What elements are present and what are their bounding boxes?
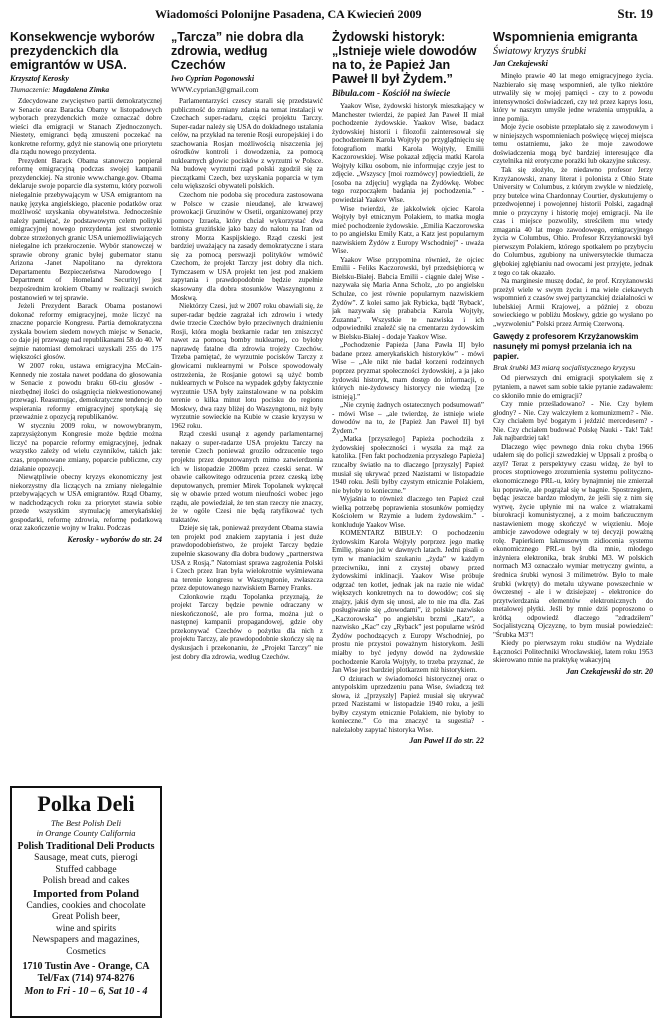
publication-title: Wiadomości Polonijne Pasadena, CA Kwiecień 2009 bbox=[155, 7, 422, 21]
ad-item: Polish bread and cakes bbox=[42, 876, 130, 886]
paragraph: Moje życie osobiste przeplatało się z zawodowym i w niniejszych wspomnieniach poświęcę więcej miejsca temu ostatniemu, jako że moje zawodowe doświadczenia mogą być bardziej interesujące dla czytelnika niż erotyczne porażki lub okazyjne sukcesy. bbox=[493, 123, 653, 166]
column-4 bbox=[493, 30, 653, 1020]
article-title: Żydowski historyk: „Istnieje wiele dowodów na to, że Papież Jan Paweł II był Żydem.” bbox=[332, 30, 477, 86]
article-source: Bibula.com - Kościół na świecie bbox=[332, 88, 451, 98]
paragraph: Czechom nie podoba się procedura zastosowana w Polsce w czasie nieudanej, ale krwawej prowokacji Gruzinów w Osetii, organizowanej przy pomocy Izraela, który chciał wykorzystać dwa lotnista gruzińskie jako bazy do nalotu na Iran od strony Morza Kaspijskiego. Rząd czeski jest bardziej uważający na zasady demokratyczne i stara się za pomocą perswazji polityków wmówić Czechom, że projekt Tarczy jest dobry dla nich. Tymczasem w USA projekt ten jest pod znakiem zapytania i prawdopodobnie będzie zupełnie skasowany dla dobra stosunków Waszyngtonu z Moskwą. bbox=[171, 191, 323, 302]
article-author: Krzysztof Kerosky bbox=[10, 74, 69, 83]
article-title: Konsekwencje wyborów prezydenckich dla emigrantów w USA. bbox=[10, 30, 155, 72]
polka-deli-ad bbox=[10, 786, 162, 1018]
ad-item: Candies, cookies and chocolate bbox=[26, 900, 146, 911]
paragraph: Wyjaśnia to również dlaczego ten Papież czuł wielką potrzebę poprawienia stosunków pomiędzy Kościołem w Rzymie a ludem żydowskim.” - konkluduje Yaakov Wise. bbox=[332, 495, 484, 529]
paragraph: W 2007 roku, ustawa emigracyjna McCain-Kennedy nie została nawet poddana do głosowania w Senacie z powodu braku 60-ciu głosów - niezbędnej ilości do osiągnięcia niekwestionowanej przewagi. Reasumując, demokratyczne tendencje do wspierania reformy emigracyjnej spotykają się przeważnie z opozycją republikanów. bbox=[10, 361, 162, 422]
ad-hours: Mon to Fri - 10 – 6, Sat 10 - 4 bbox=[24, 986, 148, 997]
ad-item: Cosmetics bbox=[66, 946, 106, 957]
paragraph: Rząd czeski usunął z agendy parlamentarnej nakazy o super-radarze USA projektu Tarczy na terenie Czech ponieważ groziło odrzucenie tego projektu przez deputowanych mimo zatwierdzenia ich w listopadzie 2008m przez czeski senat. W obawie całkowitego odrzucenia przez czeską izbę deputowanych, premier Mirek Topolanek wykręcał się w obawie przed wotum nieufności wobec jego rządu, ale powiedział, że ten stan rzeczy nie znaczy, że w ogóle Czesi nie będą ratyfikować tych traktatów. bbox=[171, 430, 323, 524]
paragraph: Dlaczego więc pewnego dnia roku chyba 1966 udałem się do policji szwedzkiej w Uppsali z prośbą o azyl? Teraz z perspektywy czasu widzę, że był to proces stopniowego zrozumienia systemu polityczno-ekonomicznego PRL-u, który bynajmniej nie zmierzał ku poprawie, ale pogrążał się w bagnie. Spostrzegłem, będąc jeszcze bardzo młodym, że jeśli się z nim się wyrwę, życie upłynie mi na walce z wiatrakami biurokracji komunistycznej, a z moim bańczucznym nastawieniem mogę skończyć w więzieniu. Moje ambicje zawodowe odegrały w tej decyzji poważną rolę. Papierkiem lakmusowym zidiocenia systemu ekonomicznego PRL-u był dla mnie, młodego inżyniera elektronika, brak śrubki M3. W polskich normach M3 oznaczało wymiar metryczny gwintu, a średnica śrubki wynosi 3 milimetrów. Było to małe śrubki (wkręty) do metalu używane powszechnie w ówczesnej - ale i w dzisiejszej - elektronice do przytwierdzania elementów elektronicznych do metalowej płytki. Jeśli by mnie dziś poproszono o krótką odpowiedź dlaczego "zdradziłem" Socjalistyczną Ojczyznę, to bym musiał powiedzieć: "Śrubka M3"! bbox=[493, 442, 653, 639]
paragraph: Kiedy po pierwszym roku studiów na Wydziale Łączności Politechniki Wrocławskiej, latem roku 1953 skierowano mnie na praktykę wakacyjną bbox=[493, 639, 653, 665]
ad-item: Sausage, meat cuts, pierogi bbox=[34, 853, 138, 863]
column-2 bbox=[171, 30, 323, 1020]
article-author: Jan Czekajewski bbox=[493, 59, 548, 68]
article-subtitle: Światowy kryzys śrubki bbox=[493, 46, 587, 57]
paragraph: Yaakov Wise przypomina również, że ojciec Emilii - Feliks Kaczorowski, był przedsiębiorcą w Bielsku-Białej. Babcia Emilii - ciągnie dalej Wise - nazywała się Maria Anna Scholz, „to po angielsku Schulze, co jest równie popularnym nazwiskiem Żydów”. Z kolei samo jak Rybicka, bądź 'Ryback', jak nazywała się prababcia Karola Wojtyły, Zuzanna”. Wszystkie te nazwiska i ich odpowiedniki znaleźć się na cmentarzu żydowskim w Bielsku-Białej - dodaje Yaakov Wise. bbox=[332, 255, 484, 341]
continued-note: Jan Paweł II do str. 22 bbox=[409, 736, 484, 746]
article-author: Iwo Cyprian Pogonowski bbox=[171, 74, 255, 83]
translator-credit bbox=[10, 85, 162, 94]
paragraph: Jeżeli Prezydent Barack Obama postanowi dokonać reformy emigracyjnej, może liczyć na znaczne poparcie Kongresu. Partia demokratyczna zyskała bowiem siedem nowych miejsc w Senacie, co daje jej przewagę nad republikanami 58 do 40. W sejmie natomiast demokraci uzyskali 255 do 175 większości głosów. bbox=[10, 302, 162, 362]
ad-address: 1710 Tustin Ave - Orange, CA bbox=[22, 961, 150, 972]
section-subhead-italic: Brak śrubki M3 miarą socjalistycznego kryzysu bbox=[493, 363, 636, 373]
paragraph: Tak się złożyło, że niedawno profesor Jerzy Krzyżanowski, znany literat i polonista z Ohio State University w Columbus, z którym zwykle w niedzielę, przy butelce wina Chardonnay Courtier, dyskutujemy o przedwojennej i powojennej historii Polski, zagadnął mnie o przyczyny i historię mojej emigracji. Na ile czas i miejsce pozwoliły, streściłem mu wtedy zmagania 40 lat mego zawodowego, emigracyjnego życia w Columbus, Ohio. Profesor Krzyżanowski był pierwszym Polakiem, którego spotkałem po przybyciu do Columbus, zgubiony na uniwersyteckie tłumacza głębokiej zgłębianiu nad owocami jest przyjęte, jednak z tego co tak okazało. bbox=[493, 166, 653, 277]
paragraph: Od pierwszych dni emigracji spotykałem się z pytaniem, a nawet sam sobie takie pytanie zadawałem: co skłoniło mnie do emigracji? bbox=[493, 374, 653, 400]
ad-item: Newspapers and magazines, bbox=[32, 935, 140, 945]
ad-item: Great Polish beer, bbox=[52, 912, 120, 922]
masthead bbox=[10, 6, 653, 24]
paragraph: „Pochodzenie Papieża [Jana Pawła II] było badane przez amerykańskich historyków” - mówi Wise – „Ale nikt nie badał korzeni rodzinnych poprzez pryzmat społeczności żydowskiej, a ja jako żydowski historyk, mam dostęp do informacji, o których nie-żydowscy historycy nie wiedzą [ze istnieją].” bbox=[332, 341, 484, 401]
paragraph: KOMENTARZ BIBUŁY: O pochodzeniu żydowskim Karola Wojtyły porprzez jego matkę Emilię, pisano już w dawnych latach. Jedni pisali o tym w maniackim szukaniu „żyda” w każdym przeciwniku, inni z czystej obawy przed żydowskimi inklinacji. Yaakov Wise próbuje odgrzać ten kotlet, jednak jak na razie nie widać większych konkretnych na to dowodów; coś się znajzy, jakiś dym się unosi, ale to nie ma dla. Zaś posługiwanie się „dowodami”, iż polskie nazwisko „Kaczorowska” po angielsku brzmi „Katz”, a nazwisko „Kac” czy „Ryback” jest popularne wśród Żydów pochodzących z Europy Wschodniej, po prostu nie przystoi poważnym historykom. Jeśli miałby to być jedyny dowód na żydowskie pochodzenie Karola Wojtyły, to trzeba przyznać, że Jan Wise jest bardziej plotkarzem niż historykiem. bbox=[332, 529, 484, 675]
paragraph: Yaakov Wise, żydowski historyk mieszkający w Manchester twierdzi, że papież Jan Paweł II miał pochodzenie żydowskie. Yaakov Wise, badacz żydowskiej historii i filozofii zainteresował się pochodzeniem Karola Wojtyły po przyglądnięciu się fotografiom matki Karola Wojtyły, Emilii Kaczorowskiej. Wise pokazał zdjęcia matki Karola Wojtyły kilku osobom, nie informując czyje jest to zdjęcie. „Wszyscy [moi rozmówcy] powiedzieli, że [osoba na zdjęciu] wygląda na Żydówkę. Wobec tego rozpocząłem badania jej pochodzenia.” - powiedział Yaakov Wise. bbox=[332, 102, 484, 205]
translator-name: Magdalena Zimka bbox=[52, 85, 110, 94]
paragraph: Członkowie rządu Topolanka przyznają, że projekt Tarczy będzie pewnie odraczany w nieskończoność, ale pro forma, można już o następnej kampanii propagandowej, gdzie oby przekonywać Czechów o pożytku dla nich z projektu Tarczy, ale prawdopodobnie skończy się na dyskusjach i przekonaniu, że „Projekt Tarczy” nie jest dobry dla zdrowia, według Czechów. bbox=[171, 592, 323, 661]
ad-item: wine and spirits bbox=[55, 923, 117, 934]
ad-tagline: in Orange County California bbox=[36, 828, 136, 838]
translator-label: Tłumaczenie: bbox=[10, 85, 53, 94]
continued-note: Kerosky - wyborów do str. 24 bbox=[67, 534, 162, 544]
ad-products-header: Polish Traditional Deli Products bbox=[17, 841, 155, 852]
paragraph: Prezydent Barack Obama stanowczo popierał reformę emigracyjną podczas swojej kampanii prezydenckiej. Na stronie www.change.gov. Obama deklaruje swoje poparcie dla systemu, który pozwoli nielegalnie przebywającym w USA emigrantom na naukę języka angielskiego, płacenie podatków oraz możliwość uzyskania obywatelstwa. Jednocześnie należy pamiętać, że podstawowym celem polityki emigracyjnej nowego prezydenta jest stworzenie dobrze strzeżonych granic USA uniemożliwiających nielegalne ich przekroczenie. Wybór stanowczej w sprawie obrony granic byłej gubernator stanu Arizona -Janet Napolitano na dyrektora Departamentu Bezpieczeństwa Narodowego [ Department of Homeland Security] jest bezpośrednim krokiem Obamy w realizacji swoich postanowień w tej sprawie. bbox=[10, 156, 162, 302]
ad-phone: Tel/Fax (714) 974-8276 bbox=[37, 973, 135, 984]
article-columns bbox=[10, 30, 653, 1020]
paragraph: W styczniu 2009 roku, w nowowybranym, zaprzysiężonym Kongresie może będzie można liczyć na poparcie reformy emigracyjnej, jednak wszystko zależy od wielu czynników, takich jak: czas, proponowane zmiany, poparcie publiczne, czy działanie opozycji. bbox=[10, 421, 162, 473]
paragraph: Wise twierdzi, że jakkolwiek ojciec Karola Wojtyły był etnicznym Polakiem, to matka mogła mieć pochodzenie żydowskie. „Emilia Kaczorowska to po angielsku Emily Katz, a Katz jest popularnym nazwiskiem Żydów z Europy Wschodniej” - uważa Wise. bbox=[332, 204, 484, 256]
article-title: Wspomnienia emigranta bbox=[493, 30, 638, 44]
author-email: WWW.cyprian3@gmail.com bbox=[171, 85, 259, 94]
paragraph: „Matka [przyszłego] Papieża pochodziła z żydowskiej społeczności i wyszła za mąż za katolika. [Fen fakt pochodzenia przyszłego Papieża] rzucałby światło na to dlaczego [przyszły] Papież musiał się ukrywać przed Nazistami w listopadzie 1940 roku. Jeśli byłby czystym etnicznie Polakiem, nie byłoby to konieczne.” bbox=[332, 435, 484, 495]
paragraph: Niektórzy Czesi, już w 2007 roku obawiali się, że super-radar będzie zagrażał ich zdrowiu i wtedy dwie trzecie Czechów było przeciwnych drażnieniu Rosji, która mogła bezkarnie radar ten zniszczyć nawet za pomocą bomby nuklearnej, co byłoby naprawdę fatalne dla zdrowia trojeży Czechów. Trzeba pamiętać, że wyrzutnie pocisków Tarczy z głowicami nuklearnymi w Polsce spowodowały ostrzeżenia, że Rosjanie gotowi są użyć bomb nuklearnych w Polsce na wypadek gdyby faktycznie wyrzutnie USA były zainstalowane w na polskim terenie o kilka minut lotu pocisku do regionu Moskwy, dwa razy bliżej do Waszyngtonu, niż były wyrzutnie sowieckie na Kubie w czasie kryzysu w 1962 roku. bbox=[171, 302, 323, 430]
article-title: „Tarcza” nie dobra dla zdrowia, według Czechów bbox=[171, 30, 304, 72]
paragraph: Parlamentarzyści czescy starali się przedstawić publiczność do zmiany zdania na temat instalacji w Czechach super-radaru, części projektu Tarczy. Super-radar należy się USA do dokładnego ustalania celów, na przykład na terenie Rosji europejskiej i do szachowania Rosjan możliwością niszczenia jej ośrodków kontroli i dowodzenia, za pomocą nuklearnych głowic pocisków z wyrzutni w Polsce. Na budowę wyrzutni rząd polski zgodził się za pieczątkami Czech, bez uzyskania poparcia w tym celu większości obywateli polskich. bbox=[171, 97, 323, 191]
paragraph: Niewątpliwie obecny kryzys ekonomiczny jest niekorzystny dla liczących na zmiany nielegalnie przebywających w USA emigrantów. Rząd Obamy, w nadchodzących roku za priorytet stawia sobie przede wszystkim stymulację amerykańskiej gospodarki, reformę zdrowia, reformę podatkową oraz zakończenie wojny w Iraku. Podczas bbox=[10, 473, 162, 533]
column-3 bbox=[332, 30, 484, 1020]
page-number: Str. 19 bbox=[617, 6, 653, 21]
ad-imported-header: Imported from Poland bbox=[32, 887, 140, 900]
paragraph: Zdecydowane zwycięstwo partii demokratycznej w Senacie oraz Baracka Obamy w listopadowych wyborach prezydenckich może oznaczać dobre wieści dla emigracji w Stanach Zjednoczonych. Niestety, emigranci będą zmuszeni poczekać na konkretne reformy, gdyż nie stanowią one priorytetu dla rządu nowego prezydenta. bbox=[10, 97, 162, 157]
paragraph: Dzieje się tak, ponieważ prezydent Obama stawia ten projekt pod znakiem zapytania i jest duże prawdopodobieństwo, że projekt Tarczy będzie zupełnie skasowany dla dobra budowy „partnerstwa USA z Rosją.” Natomiast sprawa zagrożenia Polski i Czech przez Iran była wielokrotnie wyśmiewana na terenie kongresu w Waszyngtonie, zwłaszcza przez deputowanego nazwiskiem Barney Franks. bbox=[171, 524, 323, 593]
paragraph: Na marginesie muszę dodać, że prof. Krzyżanowski przeżył wiele w swym życiu i ma wiele ciekawych wspomnień z czasów swej partyzanckiej działalności w lubelskiej Armii Krajowej, a później z obozu sowieckiego w pobliżu Moskwy, gdzie go wysłano po „wyzwoleniu” Polski przez Armię Czerwoną. bbox=[493, 277, 653, 328]
paragraph: „Nie czynię żadnych ostatecznych podsumowań” - mówi Wise – „ale twierdzę, że istnieje wiele dowodów na to, że [Papież Jan Paweł II] był Żydem.” bbox=[332, 401, 484, 435]
ad-item: Stuffed cabbage bbox=[55, 864, 117, 875]
section-subhead: Gawędy z profesorem Krzyżanowskim nasunęły mi pomysł przelania ich na papier. bbox=[493, 332, 639, 362]
column-1 bbox=[10, 30, 162, 1020]
paragraph: O dziurach w świadomości historycznej oraz o antypolskim uprzedzeniu pana Wise, świadczą też słowa, iż „[przyszły] Papież musiał się ukrywać przed Nazistami w listopadzie 1940 roku, a jeśli byłby czystym etnicznie Polakiem, nie byłoby to konieczne.” Co ma znaczyć ta sugestia? - należałoby zapytać historyka Wise. bbox=[332, 674, 484, 734]
paragraph: Czy mnie prześladowano? - Nie. Czy byłem głodny? - Nie. Czy walczyłem z komunizmem? - Nie. Czy chciałem być bogatym i jeździć mercedesem? - Nie. Czy chciałem budować Polskę Nauki - Tak! Tak! Jak najbardziej tak! bbox=[493, 400, 653, 443]
continued-note: Jan Czekajewski do str. 20 bbox=[566, 667, 653, 676]
paragraph: Minęło prawie 40 lat mego emigracyjnego życia. Nazbierało się masę wspomnień, ale tylko niektóre utrwaliły się w mojej pamięci - czy to z powodu intensywności doświadczeń, czy też przez kaprys losu, który w naszym umyśle jedne wrażenia umypukla, a inne pomija. bbox=[493, 72, 653, 123]
ad-title: Polka Deli bbox=[37, 791, 135, 816]
ad-tagline: The Best Polish Deli bbox=[50, 818, 122, 828]
article-elections bbox=[10, 30, 162, 780]
